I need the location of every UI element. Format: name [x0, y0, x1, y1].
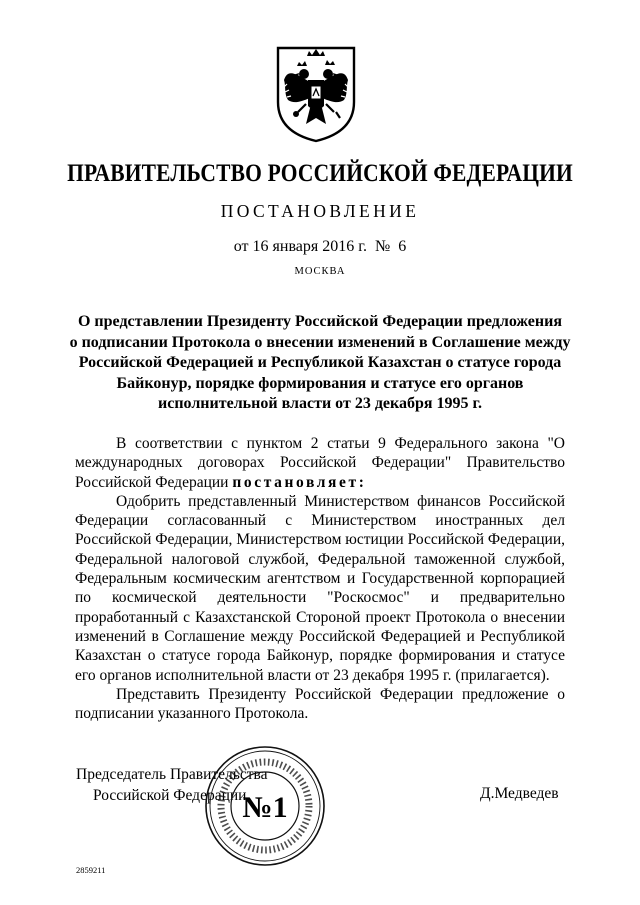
preamble-text: В соответствии с пунктом 2 статьи 9 Федерального закона "О международных договорах Российской Федерации" Правительство Российской Федерации [75, 435, 565, 491]
document-title [60, 312, 580, 415]
signatory-name: Д.Медведев [480, 785, 559, 802]
resolves-word: постановляет: [232, 473, 367, 491]
seal-number: №1 [242, 791, 288, 824]
document-body [75, 434, 565, 723]
position-line: Российской Федерации [93, 787, 247, 804]
paragraph-approve: Одобрить представленный Министерством финансов Российской Федерации согласованный с Министерством иностранных дел Российской Федерации, Министерством юстиции Российской Федерации, Федеральной налоговой службой, Федеральной таможенной службой, Федеральным космическим агентством и Государственной корпорацией по космической деятельности "Роскосмос" и предварительно проработанный с Казахстанской Стороной проект Протокола о внесении изменений в Соглашение между Российской Федерацией и Республикой Казахстан о статусе города Байконур, порядке формирования и статусе его органов исполнительной власти от 23 декабря 1995 г. (прилагается). [75, 492, 565, 684]
paragraph-submit: Представить Президенту Российской Федерации предложение о подписании указанного Протокола. [75, 685, 565, 723]
official-seal-stamp [203, 744, 327, 868]
registration-number: 2859211 [76, 865, 106, 875]
document-city: МОСКВА [294, 266, 346, 277]
state-emblem-icon [270, 44, 362, 144]
document-type: ПОСТАНОВЛЕНИЕ [220, 201, 420, 221]
title-line: Российской Федерацией и Республикой Казахстан о статусе города [78, 354, 562, 371]
title-line: О представлении Президенту Российской Федерации предложения [77, 313, 562, 330]
title-line: исполнительной власти от 23 декабря 1995 г. [158, 395, 482, 412]
title-line: Байконур, порядке формирования и статусе его органов [116, 374, 524, 392]
title-line: о подписании Протокола о внесении изменений в Соглашение между [69, 333, 571, 351]
document-date-number: от 16 января 2016 г. № 6 [233, 238, 407, 255]
position-line: Председатель Правительства [76, 766, 268, 783]
organization-name: ПРАВИТЕЛЬСТВО РОССИЙСКОЙ ФЕДЕРАЦИИ [67, 160, 573, 187]
paragraph-preamble [75, 434, 565, 492]
